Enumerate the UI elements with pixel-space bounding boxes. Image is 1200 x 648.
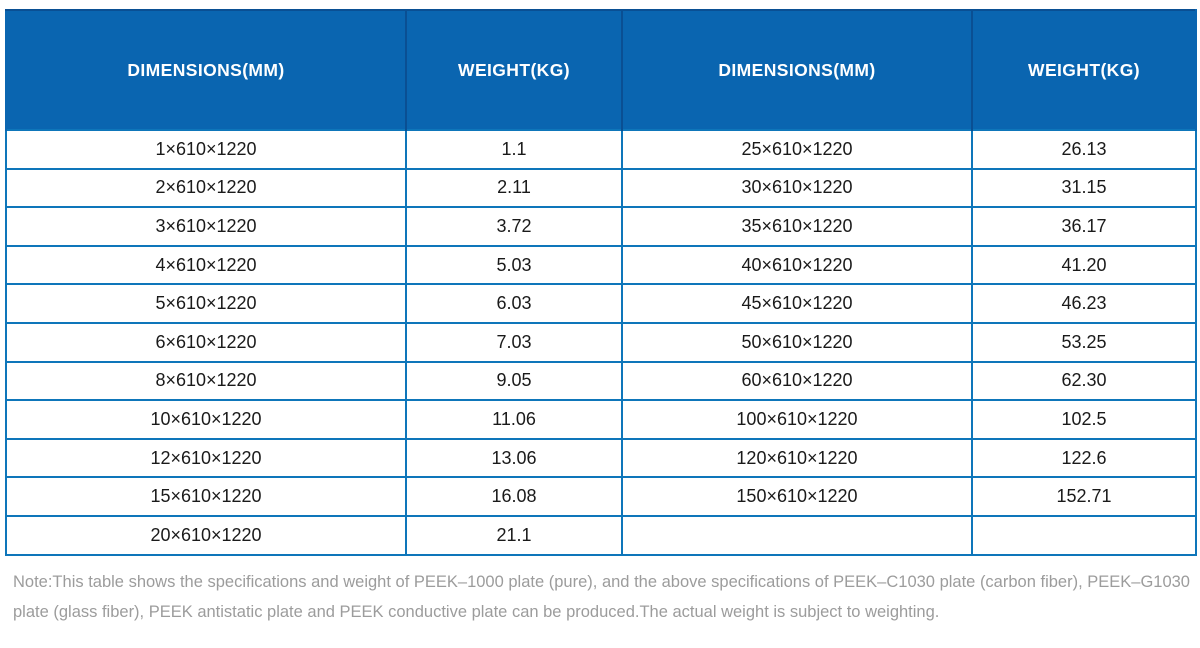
- table-row: [6, 477, 1196, 516]
- dimensions-cell: 3×610×1220: [6, 207, 406, 246]
- weight-cell: 2.11: [406, 169, 622, 208]
- dimensions-cell: 6×610×1220: [6, 323, 406, 362]
- dimensions-cell: 100×610×1220: [622, 400, 972, 439]
- dimensions-cell: 30×610×1220: [622, 169, 972, 208]
- header-weight-left: WEIGHT(KG): [406, 10, 622, 130]
- weight-cell: 13.06: [406, 439, 622, 478]
- table-row: [6, 207, 1196, 246]
- dimensions-cell: 25×610×1220: [622, 130, 972, 169]
- weight-cell: 46.23: [972, 284, 1196, 323]
- weight-cell: 41.20: [972, 246, 1196, 285]
- table-row: [6, 516, 1196, 555]
- table-body: [6, 130, 1196, 555]
- dimensions-cell: 5×610×1220: [6, 284, 406, 323]
- dimensions-cell: 8×610×1220: [6, 362, 406, 401]
- dimensions-cell: 4×610×1220: [6, 246, 406, 285]
- dimensions-cell: 50×610×1220: [622, 323, 972, 362]
- table-row: [6, 362, 1196, 401]
- header-dimensions-right: DIMENSIONS(MM): [622, 10, 972, 130]
- table-header: [6, 10, 1196, 130]
- table-row: [6, 323, 1196, 362]
- weight-cell: 31.15: [972, 169, 1196, 208]
- dimensions-cell: 150×610×1220: [622, 477, 972, 516]
- weight-cell: 16.08: [406, 477, 622, 516]
- table-row: [6, 439, 1196, 478]
- weight-cell: 9.05: [406, 362, 622, 401]
- dimensions-cell: [622, 516, 972, 555]
- table-row: [6, 400, 1196, 439]
- weight-cell: 102.5: [972, 400, 1196, 439]
- table-row: [6, 246, 1196, 285]
- dimensions-cell: 120×610×1220: [622, 439, 972, 478]
- dimensions-cell: 12×610×1220: [6, 439, 406, 478]
- dimensions-cell: 40×610×1220: [622, 246, 972, 285]
- weight-cell: [972, 516, 1196, 555]
- dimensions-cell: 20×610×1220: [6, 516, 406, 555]
- table-row: [6, 169, 1196, 208]
- dimensions-cell: 35×610×1220: [622, 207, 972, 246]
- dimensions-cell: 1×610×1220: [6, 130, 406, 169]
- header-weight-right: WEIGHT(KG): [972, 10, 1196, 130]
- weight-cell: 5.03: [406, 246, 622, 285]
- header-row: [6, 10, 1196, 130]
- header-dimensions-left: DIMENSIONS(MM): [6, 10, 406, 130]
- weight-cell: 3.72: [406, 207, 622, 246]
- weight-cell: 36.17: [972, 207, 1196, 246]
- weight-cell: 21.1: [406, 516, 622, 555]
- weight-cell: 26.13: [972, 130, 1196, 169]
- dimensions-cell: 60×610×1220: [622, 362, 972, 401]
- weight-cell: 6.03: [406, 284, 622, 323]
- weight-cell: 152.71: [972, 477, 1196, 516]
- table-row: [6, 284, 1196, 323]
- spec-table: [5, 9, 1197, 556]
- weight-cell: 11.06: [406, 400, 622, 439]
- table-row: [6, 130, 1196, 169]
- weight-cell: 62.30: [972, 362, 1196, 401]
- dimensions-cell: 15×610×1220: [6, 477, 406, 516]
- weight-cell: 1.1: [406, 130, 622, 169]
- dimensions-cell: 2×610×1220: [6, 169, 406, 208]
- dimensions-cell: 10×610×1220: [6, 400, 406, 439]
- weight-cell: 53.25: [972, 323, 1196, 362]
- dimensions-cell: 45×610×1220: [622, 284, 972, 323]
- weight-cell: 122.6: [972, 439, 1196, 478]
- footnote: Note:This table shows the specifications and weight of PEEK–1000 plate (pure), and the above specifications of PEEK–C1030 plate (carbon fiber), PEEK–G1030 plate (glass fiber), PEEK antistatic plate and PEEK conductive plate can be produced.The actual weight is subject to weighting.: [13, 572, 1190, 621]
- weight-cell: 7.03: [406, 323, 622, 362]
